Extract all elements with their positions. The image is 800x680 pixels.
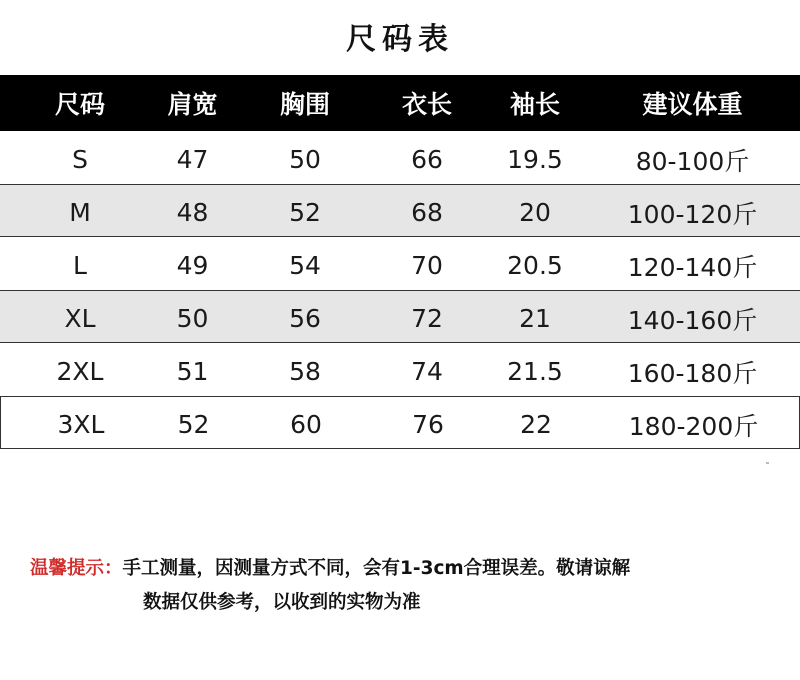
cell-length: 70 [411,251,443,280]
cell-length: 68 [411,198,443,227]
header-weight: 建议体重 [642,90,743,119]
notice-label: 温馨提示： [30,558,123,579]
table-header-row [0,75,800,131]
cell-length: 74 [411,357,443,386]
table-row [0,290,800,343]
cell-size: M [69,198,91,227]
cell-sleeve: 20 [519,198,551,227]
cell-weight: 160-180斤 [627,358,758,388]
cell-size: L [73,251,87,280]
cell-shoulder: 48 [176,198,209,227]
notice-block [30,552,790,620]
page-title: 尺码表 [346,22,454,57]
table-row [0,184,800,237]
cell-sleeve: 22 [520,410,552,439]
cell-shoulder: 49 [176,251,209,280]
cell-sleeve: 19.5 [507,145,563,174]
cell-length: 66 [411,145,443,174]
cell-shoulder: 52 [177,410,210,439]
header-chest: 胸围 [279,90,330,119]
cell-length: 76 [412,410,444,439]
cell-weight: 100-120斤 [627,199,758,229]
cell-shoulder: 47 [176,145,209,174]
cell-shoulder: 50 [176,304,209,333]
cell-size: 2XL [56,357,104,386]
cell-sleeve: 21 [519,304,551,333]
cell-weight: 120-140斤 [627,252,758,282]
cell-shoulder: 51 [176,357,209,386]
cell-weight: 180-200斤 [628,411,759,441]
cell-size: S [72,145,88,174]
cell-chest: 54 [289,251,321,280]
table-row [0,237,800,290]
cell-weight: 140-160斤 [627,305,758,335]
header-shoulder: 肩宽 [167,90,218,119]
header-sleeve: 袖长 [509,90,560,119]
decorative-dot [766,462,769,464]
notice-line-2: 数据仅供参考，以收到的实物为准 [143,592,421,613]
header-length: 衣长 [401,90,452,119]
header-size: 尺码 [54,90,105,119]
table-row [0,343,800,396]
cell-length: 72 [411,304,443,333]
cell-chest: 52 [289,198,321,227]
cell-weight: 80-100斤 [635,146,750,176]
notice-line-1: 手工测量，因测量方式不同，会有1-3cm合理误差。敬请谅解 [122,558,631,579]
table-row [0,396,800,449]
cell-chest: 56 [289,304,321,333]
table-row [0,131,800,184]
cell-chest: 50 [289,145,321,174]
size-chart-table [0,75,800,449]
cell-sleeve: 21.5 [507,357,563,386]
cell-size: 3XL [57,410,105,439]
cell-chest: 58 [289,357,321,386]
cell-size: XL [64,304,96,333]
cell-chest: 60 [290,410,322,439]
cell-sleeve: 20.5 [507,251,563,280]
